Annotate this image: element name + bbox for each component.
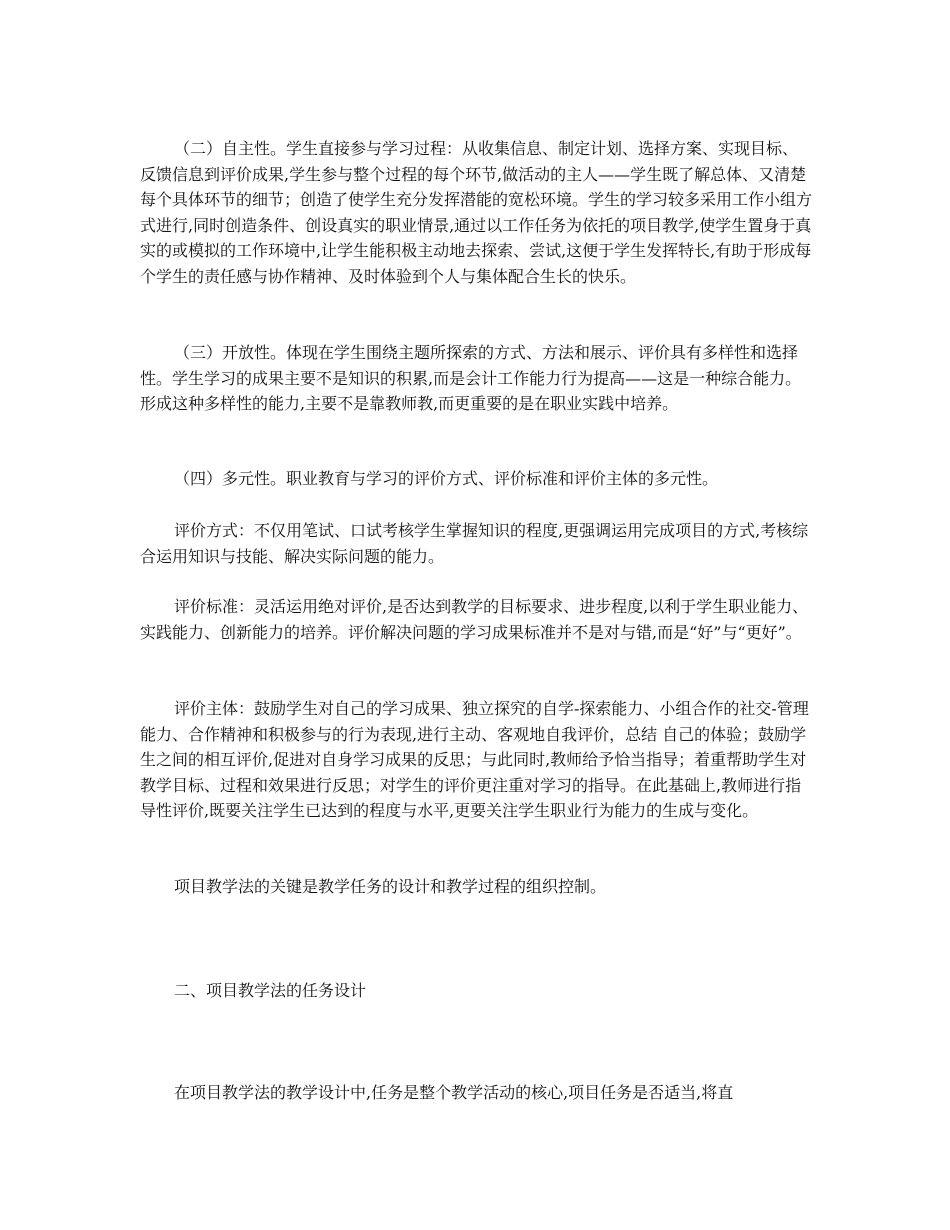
paragraph-autonomy: （二）自主性。学生直接参与学习过程：从收集信息、制定计划、选择方案、实现目标、反馈信息到评价成果,学生参与整个过程的每个环节,做活动的主人——学生既了解总体、又清楚每个具体环节的细节；创造了使学生充分发挥潜能的宽松环境。学生的学习较多采用工作小组方式进行,同时创造条件、创设真实的职业情景,通过以工作任务为依托的项目教学,使学生置身于真实的或模拟的工作环境中,让学生能积极主动地去探索、尝试,这便于学生发挥特长,有助于形成每个学生的责任感与协作精神、及时体验到个人与集体配合生长的快乐。 bbox=[140, 139, 813, 286]
paragraph-task-design-intro: 在项目教学法的教学设计中,任务是整个教学活动的核心,项目任务是否适当,将直 bbox=[174, 1083, 734, 1102]
paragraph-pluralism: （四）多元性。职业教育与学习的评价方式、评价标准和评价主体的多元性。 bbox=[174, 469, 719, 488]
paragraph-openness: （三）开放性。体现在学生围绕主题所探索的方式、方法和展示、评价具有多样性和选择性。学生学习的成果主要不是知识的积累,而是会计工作能力行为提高——这是一种综合能力。形成这种多样性的能力,主要不是靠教师教,而更重要的是在职业实践中培养。 bbox=[140, 343, 802, 413]
paragraph-evaluation-standard: 评价标准：灵活运用绝对评价,是否达到教学的目标要求、进步程度,以利于学生职业能力、实践能力、创新能力的培养。评价解决问题的学习成果标准并不是对与错,而是“好”与“更好”。 bbox=[140, 597, 809, 642]
section-heading: 二、项目教学法的任务设计 bbox=[174, 981, 367, 1000]
paragraph-evaluation-method: 评价方式：不仅用笔试、口试考核学生掌握知识的程度,更强调运用完成项目的方式,考核综合运用知识与技能、解决实际问题的能力。 bbox=[140, 521, 809, 566]
paragraph-key-point: 项目教学法的关键是教学任务的设计和教学过程的组织控制。 bbox=[174, 877, 607, 896]
paragraph-evaluation-subject: 评价主体：鼓励学生对自己的学习成果、独立探究的自学-探索能力、小组合作的社交-管理能力、合作精神和积极参与的行为表现,进行主动、客观地自我评价，总结 自己的体验；鼓励学生之间的相互评价,促进对自身学习成果的反思；与此同时,教师给予恰当指导；着重帮助学生对教学目标、过程和效果进行反思；对学生的评价更注重对学习的指导。在此基础上,教师进行指导性评价,既要关注学生已达到的程度与水平,更要关注学生职业行为能力的生成与变化。 bbox=[140, 699, 809, 820]
